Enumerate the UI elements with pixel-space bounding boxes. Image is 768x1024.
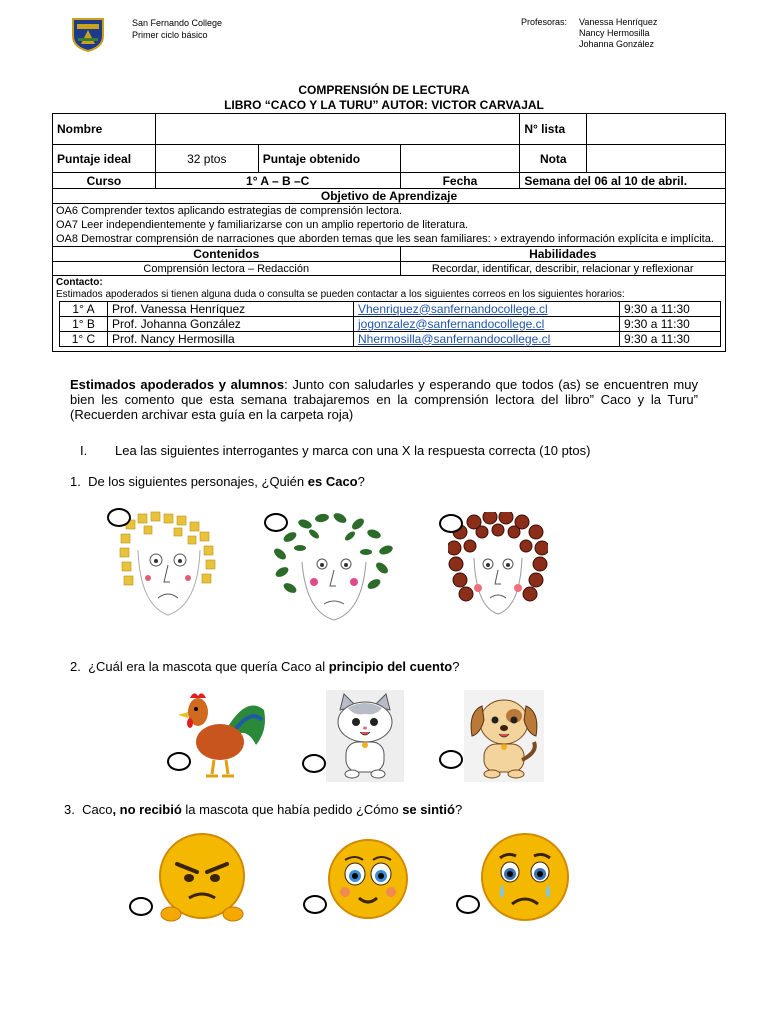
fecha-value: Semana del 06 al 10 de abril. bbox=[520, 173, 726, 189]
curso-label: Curso bbox=[53, 173, 156, 189]
contacto-label: Contacto: bbox=[56, 277, 103, 288]
contact-horario: 9:30 a 11:30 bbox=[620, 302, 721, 317]
happy-emoji-image bbox=[327, 838, 409, 920]
contacts-table bbox=[59, 301, 721, 347]
school-name: San Fernando College bbox=[132, 18, 223, 28]
answer-choice-1c[interactable] bbox=[439, 514, 463, 533]
curso-value: 1° A – B –C bbox=[155, 173, 400, 189]
intro-text: : Junto con saludarles y esperando que todos (as) se encuentren muy bien les comento que esta semana trabajaremos en la comprensión lectora del libro” Caco y la Turu” (Recuerden archivar esta guía en la carpeta roja) bbox=[70, 377, 698, 422]
contenidos-label: Contenidos bbox=[53, 247, 401, 262]
oa-item: OA6 Comprender textos aplicando estrategias de comprensión lectora. bbox=[56, 205, 403, 217]
face-yellow-hair-image bbox=[118, 510, 218, 625]
objetivo-label: Objetivo de Aprendizaje bbox=[53, 189, 726, 204]
nlista-field[interactable] bbox=[587, 114, 726, 145]
nombre-field[interactable] bbox=[155, 114, 519, 145]
school-info bbox=[132, 17, 222, 41]
face-brown-hair-image bbox=[448, 512, 548, 627]
table-row bbox=[60, 302, 721, 317]
nlista-label: N° lista bbox=[520, 114, 587, 145]
section-number: I. bbox=[80, 443, 88, 458]
answer-choice-2a[interactable] bbox=[167, 752, 191, 771]
objetivos-list bbox=[53, 204, 726, 247]
puntaje-ideal-value: 32 ptos bbox=[155, 145, 258, 173]
question-number: 3. bbox=[64, 802, 75, 817]
intro-bold: Estimados apoderados y alumnos bbox=[70, 377, 285, 392]
table-row bbox=[60, 317, 721, 332]
puntaje-obtenido-label: Puntaje obtenido bbox=[258, 145, 400, 173]
question-number: 2. bbox=[70, 659, 81, 674]
habilidades-value: Recordar, identificar, describir, relacionar y reflexionar bbox=[400, 262, 726, 276]
kitten-image bbox=[326, 690, 404, 782]
answer-choice-1a[interactable] bbox=[107, 508, 131, 527]
intro-paragraph bbox=[70, 377, 698, 422]
contacto-text: Estimados apoderados si tienen alguna duda o consulta se pueden contactar a los siguientes correos en los siguientes horarios: bbox=[56, 289, 625, 300]
email-link[interactable]: Vhenriquez@sanfernandocollege.cl bbox=[358, 301, 548, 316]
teachers-info bbox=[521, 17, 691, 50]
school-logo-icon bbox=[70, 16, 106, 52]
answer-choice-3c[interactable] bbox=[456, 895, 480, 914]
question-number: 1. bbox=[70, 474, 81, 489]
contenidos-value: Comprensión lectora – Redacción bbox=[53, 262, 401, 276]
fecha-label: Fecha bbox=[400, 173, 520, 189]
contact-prof: Prof. Nancy Hermosilla bbox=[108, 332, 354, 347]
page-title: COMPRENSIÓN DE LECTURA bbox=[298, 83, 470, 97]
teacher-name: Johanna González bbox=[579, 39, 655, 49]
puntaje-ideal-label: Puntaje ideal bbox=[53, 145, 156, 173]
sad-crying-emoji-image bbox=[476, 832, 574, 922]
contact-curso: 1° A bbox=[60, 302, 108, 317]
question-3: 3. Caco, no recibió la mascota que había pedido ¿Cómo se sintió? bbox=[64, 802, 463, 817]
habilidades-label: Habilidades bbox=[400, 247, 726, 262]
oa-item: OA7 Leer independientemente y familiarizarse con un amplio repertorio de literatura. bbox=[56, 219, 469, 231]
section-instruction: Lea las siguientes interrogantes y marca con una X la respuesta correcta (10 ptos) bbox=[115, 443, 591, 458]
email-link[interactable]: Nhermosilla@sanfernandocollege.cl bbox=[358, 331, 551, 346]
page-subtitle: LIBRO “CACO Y LA TURU” AUTOR: VICTOR CARVAJAL bbox=[224, 98, 544, 112]
teachers-label: Profesoras: bbox=[521, 17, 568, 27]
contact-curso: 1° C bbox=[60, 332, 108, 347]
face-green-hair-image bbox=[270, 512, 400, 627]
contact-horario: 9:30 a 11:30 bbox=[620, 332, 721, 347]
email-link[interactable]: jogonzalez@sanfernandocollege.cl bbox=[358, 316, 545, 331]
student-info-table bbox=[52, 113, 726, 352]
answer-choice-3a[interactable] bbox=[129, 897, 153, 916]
answer-choice-1b[interactable] bbox=[264, 513, 288, 532]
answer-choice-3b[interactable] bbox=[303, 895, 327, 914]
puppy-image bbox=[464, 690, 544, 782]
nota-label: Nota bbox=[520, 145, 587, 173]
angry-emoji-image bbox=[153, 832, 251, 924]
teacher-name: Vanessa Henríquez bbox=[579, 17, 658, 27]
contact-prof: Prof. Johanna González bbox=[108, 317, 354, 332]
rooster-image bbox=[176, 690, 268, 780]
contact-horario: 9:30 a 11:30 bbox=[620, 317, 721, 332]
contact-curso: 1° B bbox=[60, 317, 108, 332]
school-level: Primer ciclo básico bbox=[132, 30, 208, 40]
nota-field[interactable] bbox=[587, 145, 726, 173]
nombre-label: Nombre bbox=[53, 114, 156, 145]
teacher-name: Nancy Hermosilla bbox=[579, 28, 650, 38]
table-row bbox=[60, 332, 721, 347]
contact-prof: Prof. Vanessa Henríquez bbox=[108, 302, 354, 317]
oa-item: OA8 Demostrar comprensión de narraciones que aborden temas que les sean familiares: › extrayendo información explícita e implícita. bbox=[56, 233, 714, 245]
contacto-section bbox=[53, 276, 726, 352]
question-2: 2. ¿Cuál era la mascota que quería Caco al principio del cuento? bbox=[70, 659, 460, 674]
puntaje-obtenido-field[interactable] bbox=[400, 145, 520, 173]
answer-choice-2b[interactable] bbox=[302, 754, 326, 773]
answer-choice-2c[interactable] bbox=[439, 750, 463, 769]
question-1: 1. De los siguientes personajes, ¿Quién es Caco? bbox=[70, 474, 365, 489]
